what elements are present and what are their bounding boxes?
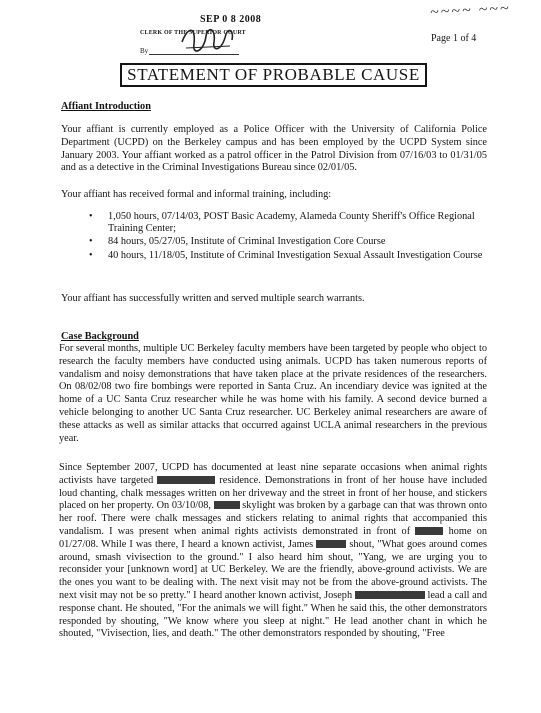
clerk-signature — [178, 22, 238, 58]
case-text-segment: skylight was broken by a garbage can that was thrown onto her roof. There were chalk messages and stickers relating to animal rights that accompanied this vandalism. I was present when animal rights activists demonstrated in front of — [59, 500, 488, 537]
page-number: Page 1 of 4 — [431, 33, 477, 44]
case-text-segment: shout, "What goes around comes around, smash vivisection to the ground." I also heard him shout, "Yang, we are urging you to reconsider your [unknown word] at UC Berkeley. We are the friendly, above-ground activists. We are the ones you want to be dealing with. The next visit may not be from the above-ground activists. The next visit may not be so pretty." I heard another known activist, Joseph — [59, 538, 487, 601]
handwritten-case-number: ~~~~ ~~~ — [429, 0, 511, 22]
training-item-text: 40 hours, 11/18/05, Institute of Criminal Investigation Sexual Assault Investigation Course — [108, 250, 483, 261]
case-heading: Case Background — [61, 331, 139, 342]
bullet-icon: • — [89, 250, 93, 261]
training-item-3 — [89, 250, 484, 262]
redaction-box — [157, 476, 215, 484]
document-title: STATEMENT OF PROBABLE CAUSE — [120, 63, 427, 87]
clerk-stamp-by-label: By — [140, 47, 149, 55]
redaction-box — [316, 540, 346, 548]
training-item-text: 84 hours, 05/27/05, Institute of Criminal Investigation Core Course — [108, 236, 386, 247]
affiant-heading: Affiant Introduction — [61, 101, 151, 112]
redaction-box — [355, 591, 425, 599]
case-text-segment: residence. Demonstrations in front of her house have included loud chanting, chalk messages written on her driveway and the street in front of her house, and stickers placed on her property. On 03/10/08, — [59, 474, 487, 512]
training-item-text: 1,050 hours, 07/14/03, POST Basic Academy, Alameda County Sheriff's Office Regional Training Center; — [108, 211, 475, 235]
case-paragraph-1: For several months, multiple UC Berkeley faculty members have been targeted by people who object to research the faculty members have conducted using animals. UCPD has taken numerous reports of vandalism and noisy demonstrations that have taken place at the private residences of the researchers. On 08/02/08 two fire bombings were reported in Santa Cruz. An incendiary device was ignited at the home of a UC Santa Cruz researcher while he was home with his family. A second device burned a vehicle belonging to another UC Santa Cruz researcher. UC Berkeley animal researchers are aware of these attacks as well as similar attacks that occurred against UCLA animal researchers in the previous year. — [59, 343, 487, 444]
case-text-segment: home on 01/27/08. While I was there, I heard a known activist, James — [59, 525, 488, 550]
clerk-stamp-line — [149, 54, 239, 55]
clerk-stamp-text: CLERK OF THE SUPERIOR COURT — [140, 30, 246, 36]
redaction-box — [214, 501, 240, 509]
case-paragraph-2 — [59, 462, 487, 641]
bullet-icon: • — [89, 236, 93, 247]
affiant-paragraph-1: Your affiant is currently employed as a Police Officer with the University of California Police Department (UCPD) on the Berkeley campus and has been employed by the UCPD System since January 2003. Your affiant worked as a patrol officer in the Patrol Division from 07/16/03 to 01/31/05 and as a detective in the Criminal Investigations Bureau since 02/01/05. — [61, 124, 487, 174]
affiant-paragraph-3: Your affiant has successfully written and served multiple search warrants. — [61, 293, 365, 304]
affiant-paragraph-2: Your affiant has received formal and informal training, including: — [61, 189, 332, 200]
training-item-2 — [89, 236, 484, 248]
case-text-segment: Since September 2007, UCPD has documented at least nine separate occasions when animal rights activists have targeted — [59, 462, 487, 486]
case-text-segment: lead a call and response chant. He shouted, "For the animals we will fight." When he said this, the other demonstrators responded by shouting, "We know where you sleep at night." He lead another chant in which he shouted, "Vivisection, lies, and death." The other demonstrators responded by shouting, "Free — [59, 589, 487, 640]
bullet-icon: • — [89, 211, 93, 222]
redaction-box — [415, 527, 443, 535]
filed-stamp-date: SEP 0 8 2008 — [200, 14, 262, 25]
training-item-1 — [89, 211, 484, 236]
